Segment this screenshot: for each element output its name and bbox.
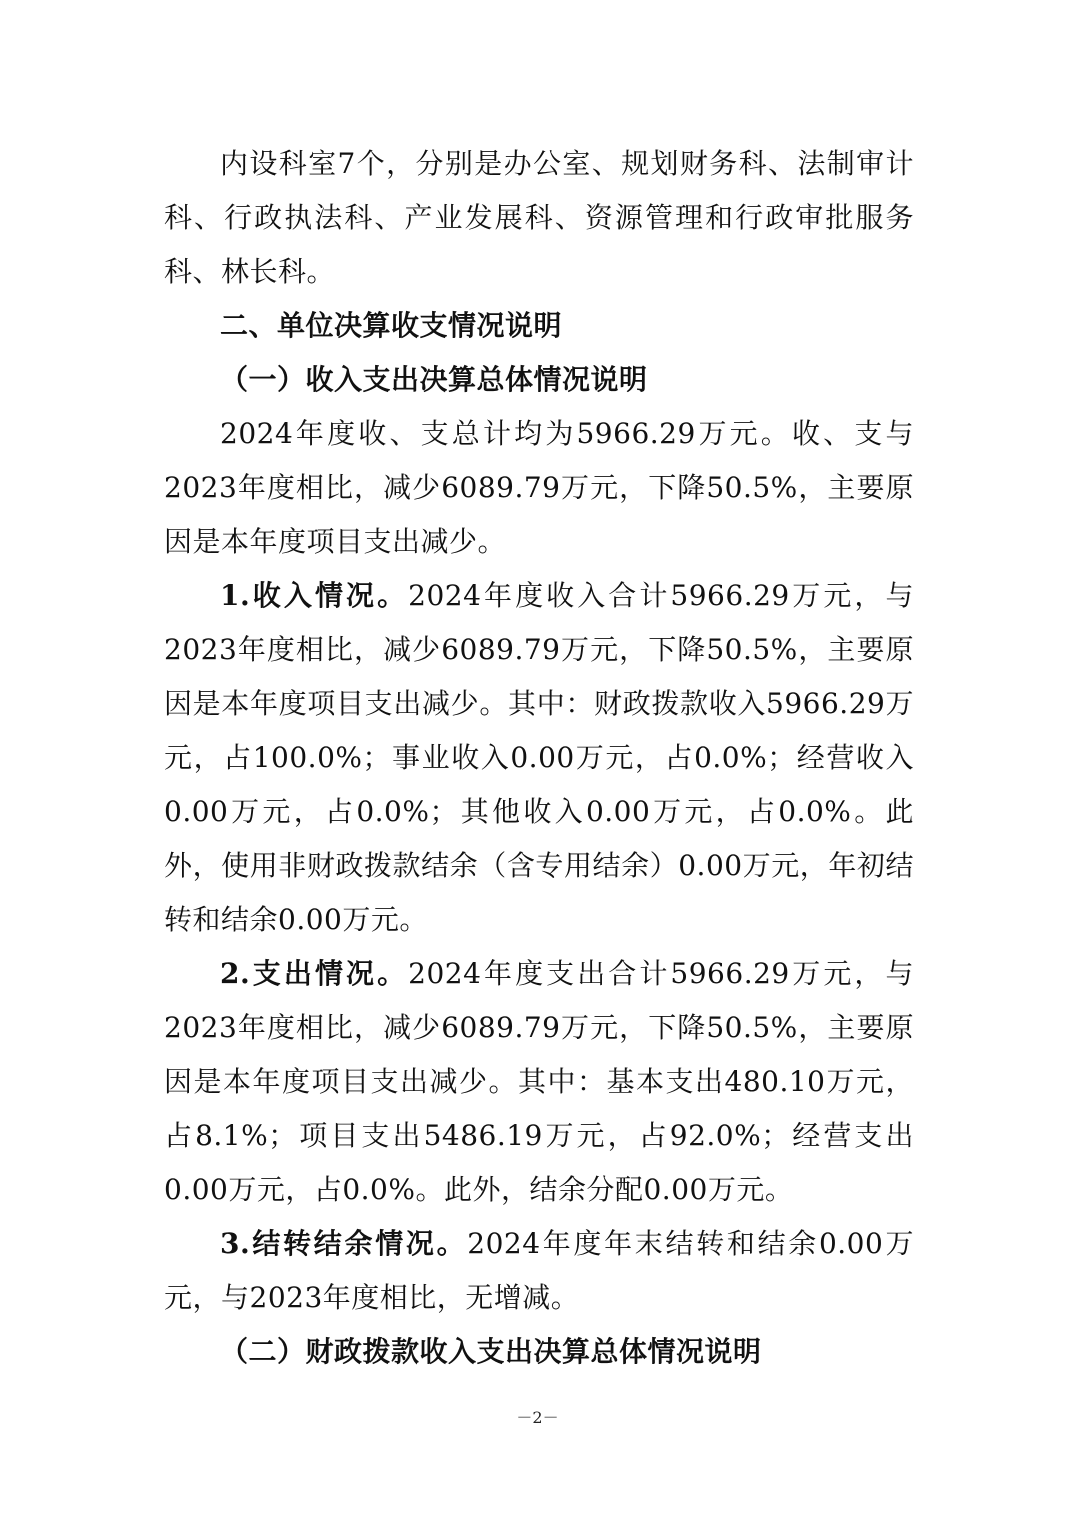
income-paragraph	[164, 569, 914, 947]
expenditure-paragraph	[164, 947, 914, 1217]
expenditure-text: 2024年度支出合计5966.29万元，与2023年度相比，减少6089.79万元，下降50.5%，主要原因是本年度项目支出减少。其中：基本支出480.10万元，占8.1%；项目支出5486.19万元，占92.0%；经营支出0.00万元，占0.0%。此外，结余分配0.00万元。	[164, 957, 915, 1206]
section-2-1-title: （一）收入支出决算总体情况说明	[220, 363, 648, 396]
overall-paragraph: 2024年度收、支总计均为5966.29万元。收、支与2023年度相比，减少6089.79万元，下降50.5%，主要原因是本年度项目支出减少。	[164, 417, 914, 558]
document-body	[164, 137, 914, 1379]
carryover-text: 2024年度年末结转和结余0.00万元，与2023年度相比，无增减。	[164, 1227, 915, 1314]
intro-paragraph: 内设科室7个，分别是办公室、规划财务科、法制审计科、行政执法科、产业发展科、资源管理和行政审批服务科、林长科。	[164, 147, 914, 288]
section-2-title: 二、单位决算收支情况说明	[220, 309, 563, 342]
income-text: 2024年度收入合计5966.29万元，与2023年度相比，减少6089.79万元，下降50.5%，主要原因是本年度项目支出减少。其中：财政拨款收入5966.29万元，占100.0%；事业收入0.00万元，占0.0%；经营收入0.00万元，占0.0%；其他收入0.00万元，占0.0%。此外，使用非财政拨款结余（含专用结余）0.00万元，年初结转和结余0.00万元。	[164, 579, 915, 936]
section-2-2-title: （二）财政拨款收入支出决算总体情况说明	[220, 1335, 762, 1368]
page-number: －2－	[516, 1408, 559, 1427]
carryover-lead: 3.结转结余情况。	[220, 1227, 468, 1260]
expenditure-lead: 2.支出情况。	[220, 957, 409, 990]
carryover-paragraph	[164, 1217, 914, 1325]
income-lead: 1.收入情况。	[220, 579, 409, 612]
